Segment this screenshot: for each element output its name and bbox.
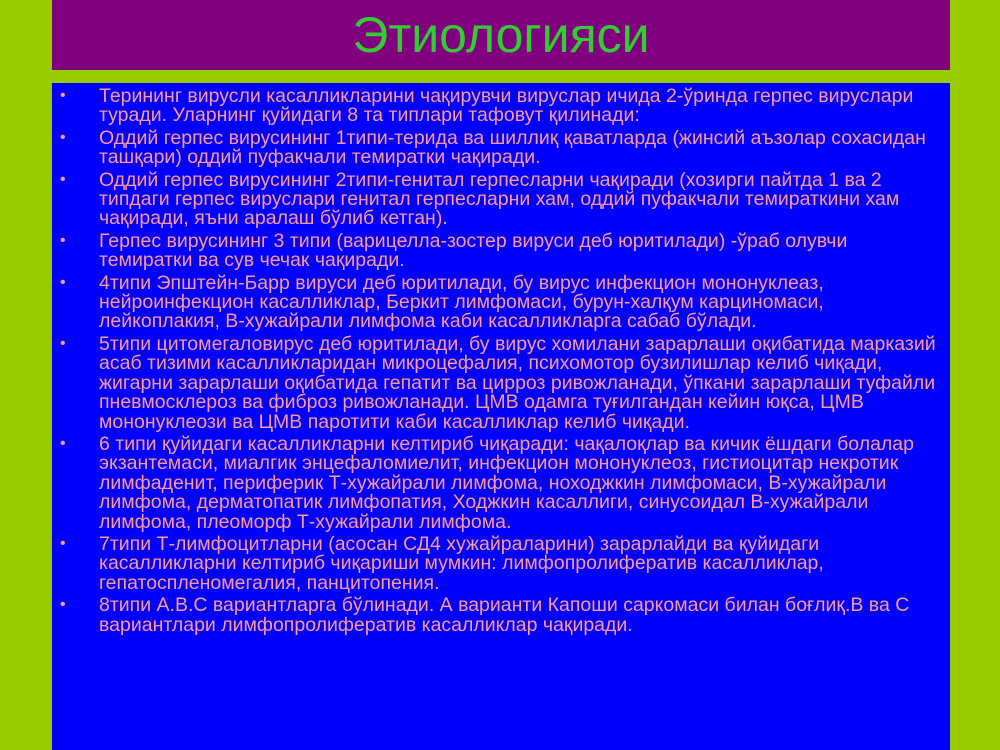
bullet-list [52, 83, 950, 635]
bullet-item [60, 271, 940, 333]
bullet-item [60, 126, 940, 169]
bullet-item [60, 532, 940, 594]
bullet-text: 6 типи қуйидаги касалликларни келтириб чиқаради: чақалоқлар ва кичик ёшдаги болалар экзантемаси, миалгик энцефаломиелит, инфекцион мононуклеоз, гистиоцитар некротик лимфаденит, периферик Т-хужайрали лимфома, ноходжкин лимфомаси, В-хужайрали лимфома, дерматопатик лимфопатия, Ходжкин касаллиги, синусоидал В-хужайрали лимфома, плеоморф Т-хужайрали лимфома. [99, 432, 914, 533]
bullet-item [60, 596, 940, 635]
bullet-marker: • [60, 87, 66, 104]
bullet-item [60, 229, 940, 272]
bullet-text: 7типи Т-лимфоцитларни (асосан СД4 хужайраларини) зарарлайди ва қуйидаги касалликларни келтириб чиқариши мумкин: лимфопролифератив касалликлар, гепатоспленомегалия, панцитопения. [99, 532, 824, 594]
bullet-text: Терининг вирусли касалликларини чақирувчи вируслар ичида 2-ўринда герпес вируслари туради. Уларнинг қуйидаги 8 та типлари тафовут қилинади: [99, 85, 914, 127]
bullet-text: 5типи цитомегаловирус деб юритилади, бу вирус хомилани зарарлаши оқибатида марказий асаб тизими касалликларидан микроцефалия, психомотор бузилишлар келиб чиқади, жигарни зарарлаши оқибатида гепатит ва цирроз ривожланади, ўпкани зарарлаши туфайли пневмосклероз ва фиброз ривожланади. ЦМВ одамга туғилгандан кейин юқса, ЦМВ мононуклеози ва ЦМВ паротити каби касалликлар келиб чиқади. [99, 332, 936, 433]
bullet-item [60, 168, 940, 230]
bullet-marker: • [60, 231, 66, 249]
bullet-text: 4типи Эпштейн-Барр вируси деб юритилади, бу вирус инфекцион мононуклеаз, нейроинфекцион касалликлар, Беркит лимфомаси, бурун-халқум карциномаси, лейкоплакия, В-хужайрали лимфома каби касалликларга сабаб бўлади. [99, 271, 824, 333]
bullet-marker: • [60, 534, 66, 552]
bullet-text: Герпес вирусининг 3 типи (варицелла-зостер вируси деб юритилади) -ўраб олувчи темиратки ва сув чечак чақиради. [99, 229, 848, 272]
content-panel [52, 83, 950, 750]
bullet-marker: • [60, 170, 66, 188]
bullet-item [60, 432, 940, 533]
title-bar [52, 0, 950, 70]
bullet-text: 8типи А.В.С вариантларга бўлинади. А варианти Капоши саркомаси билан боғлиқ.В ва С вариантлари лимфопролифератив касалликлар чақиради. [99, 594, 910, 636]
bullet-marker: • [60, 334, 66, 352]
slide-title: Этиологияси [352, 7, 650, 63]
bullet-marker: • [60, 596, 66, 614]
bullet-item [60, 332, 940, 433]
bullet-text: Оддий герпес вирусининг 1типи-терида ва шиллиқ қаватларда (жинсий аъзолар сохасидан ташқари) оддий пуфакчали темиратки чақиради. [99, 126, 926, 169]
bullet-marker: • [60, 434, 66, 452]
bullet-marker: • [60, 273, 66, 291]
bullet-item [60, 87, 940, 126]
bullet-text: Оддий герпес вирусининг 2типи-генитал герпесларни чақиради (хозирги пайтда 1 ва 2 типдаги герпес вируслари генитал герпесларни хам, оддий пуфакчали темираткини хам чақиради, яъни аралаш бўлиб кетган). [99, 168, 900, 230]
bullet-marker: • [60, 128, 66, 146]
